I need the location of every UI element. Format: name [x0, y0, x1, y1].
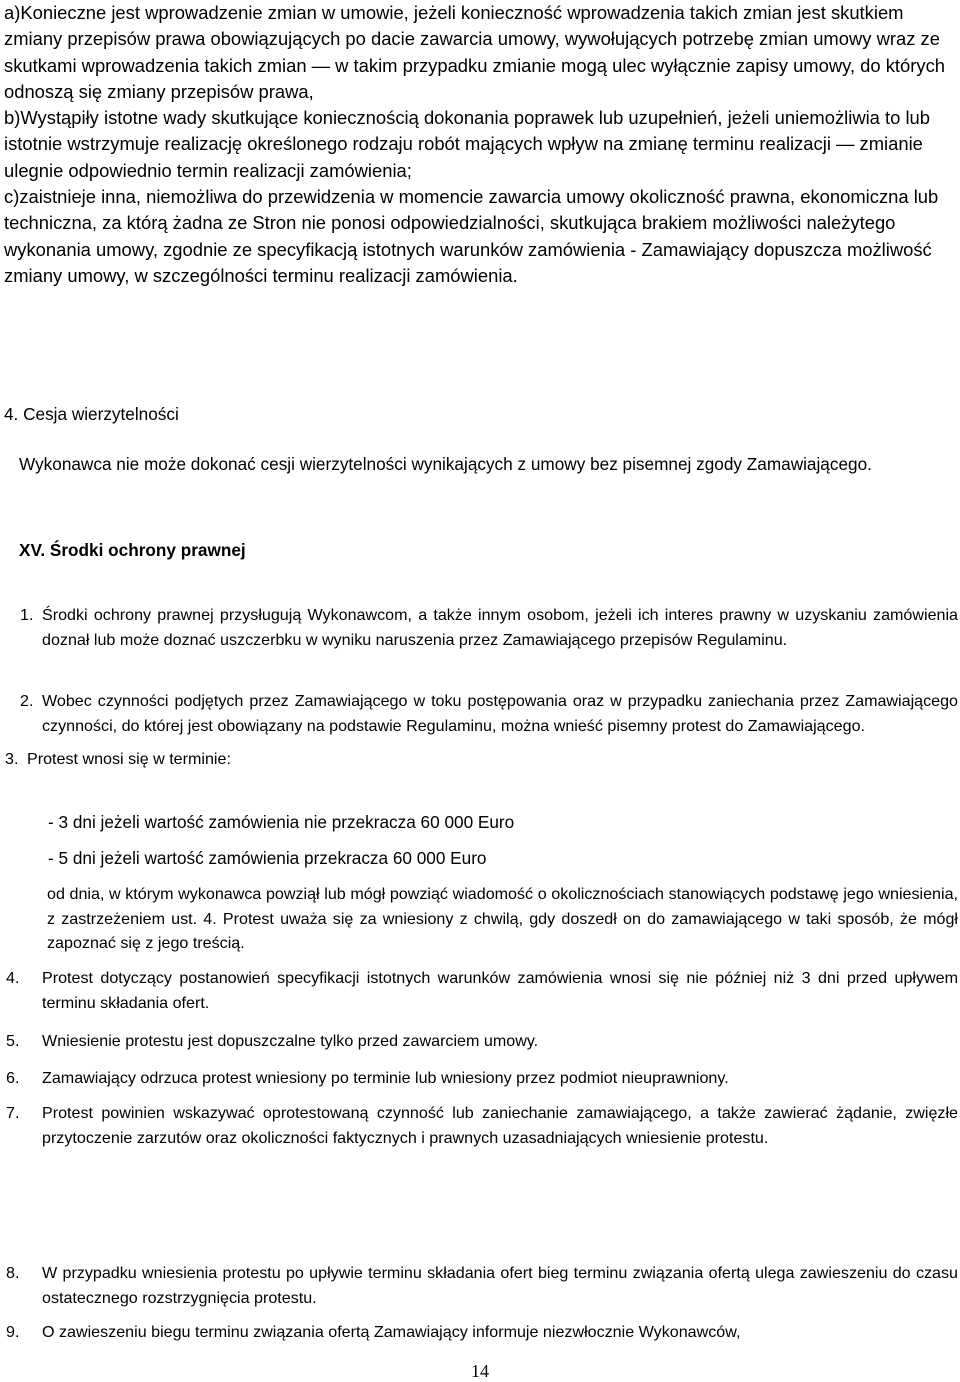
list-item — [6, 1101, 958, 1150]
list-item — [5, 747, 927, 772]
list-item — [20, 689, 958, 738]
list-item — [6, 966, 958, 1015]
list-item-text: Protest wnosi się w terminie: — [27, 750, 231, 768]
list-item-text: Zamawiający odrzuca protest wniesiony po terminie lub wniesiony przez podmiot nieuprawniony. — [42, 1069, 729, 1087]
list-item-number: 1. — [20, 606, 34, 624]
section-heading: XV. Środki ochrony prawnej — [19, 540, 246, 560]
page-number: 14 — [471, 1361, 489, 1381]
amendment-conditions — [4, 0, 956, 289]
cession-text: Wykonawca nie może dokonać cesji wierzytelności wynikających z umowy bez pisemnej zgody Zamawiającego. — [19, 454, 872, 474]
list-item-number: 7. — [6, 1104, 20, 1122]
condition-b: b)Wystąpiły istotne wady skutkujące koniecznością dokonania poprawek lub uzupełnień, jeżeli uniemożliwia to lub istotnie wstrzymuje realizację określonego rodzaju robót mających wpływ na zmianę terminu realizacji — zmianie ulegnie odpowiednio termin realizacji zamówienia; — [4, 107, 931, 181]
list-item-number: 8. — [6, 1264, 20, 1282]
list-item-text: Wniesienie protestu jest dopuszczalne tylko przed zawarciem umowy. — [42, 1032, 539, 1050]
list-item-number: 5. — [6, 1032, 20, 1050]
list-item — [20, 603, 958, 652]
list-item — [6, 1320, 958, 1345]
list-item-text: W przypadku wniesienia protestu po upływie terminu składania ofert bieg terminu związania ofertą ulega zawieszeniu do czasu ostatecznego rozstrzygnięcia protestu. — [42, 1264, 958, 1307]
list-item-text: Wobec czynności podjętych przez Zamawiającego w toku postępowania oraz w przypadku zaniechania przez Zamawiającego czynności, do której jest obowiązany na podstawie Regulaminu, można wnieść pisemny protest do Zamawiającego. — [42, 692, 958, 735]
list-item-number: 4. — [6, 969, 20, 987]
condition-c: c)zaistnieje inna, niemożliwa do przewidzenia w momencie zawarcia umowy okoliczność prawna, ekonomiczna lub techniczna, za którą żadna ze Stron nie ponosi odpowiedzialności, skutkująca brakiem możliwości należytego wykonania umowy, zgodnie ze specyfikacją istotnych warunków zamówienia - Zamawiający dopuszcza możliwość zmiany umowy, w szczególności terminu realizacji zamówienia. — [4, 186, 939, 286]
cession-heading: 4. Cesja wierzytelności — [4, 404, 179, 424]
list-item — [6, 1029, 958, 1054]
from-day-paragraph: od dnia, w którym wykonawca powziął lub mógł powziąć wiadomość o okolicznościach stanowiących podstawę jego wniesienia, z zastrzeżeniem ust. 4. Protest uważa się za wniesiony z chwilą, gdy doszedł on do zamawiającego w taki sposób, że mógł zapoznać się z jego treścią. — [47, 885, 958, 953]
list-item-number: 9. — [6, 1323, 20, 1341]
list-item-text: Protest dotyczący postanowień specyfikacji istotnych warunków zamówienia wnosi się nie później niż 3 dni przed upływem terminu składania ofert. — [42, 969, 958, 1012]
deadline-line: - 5 dni jeżeli wartość zamówienia przekracza 60 000 Euro — [48, 848, 487, 868]
list-item-number: 2. — [20, 692, 34, 710]
list-item — [6, 1261, 958, 1310]
list-item-number: 3. — [5, 750, 19, 768]
list-item-text: O zawieszeniu biegu terminu związania ofertą Zamawiający informuje niezwłocznie Wykonawców, — [42, 1323, 741, 1341]
list-item-number: 6. — [6, 1069, 20, 1087]
condition-a: a)Konieczne jest wprowadzenie zmian w umowie, jeżeli konieczność wprowadzenia takich zmian jest skutkiem zmiany przepisów prawa obowiązujących po dacie zawarcia umowy, wywołujących potrzebę zmian umowy wraz ze skutkami wprowadzenia takich zmian — w takim przypadku zmianie mogą ulec wyłącznie zapisy umowy, do których odnoszą się zmiany przepisów prawa, — [4, 2, 946, 102]
list-item-text: Środki ochrony prawnej przysługują Wykonawcom, a także innym osobom, jeżeli ich interes prawny w uzyskaniu zamówienia doznał lub może doznać uszczerbku w wyniku naruszenia przez Zamawiającego przepisów Regulaminu. — [42, 606, 958, 649]
deadline-line: - 3 dni jeżeli wartość zamówienia nie przekracza 60 000 Euro — [48, 812, 515, 832]
list-item-text: Protest powinien wskazywać oprotestowaną czynność lub zaniechanie zamawiającego, a także zawierać żądanie, zwięzłe przytoczenie zarzutów oraz okoliczności faktycznych i prawnych uzasadniających wniesienie protestu. — [42, 1104, 958, 1147]
list-item — [6, 1066, 958, 1091]
